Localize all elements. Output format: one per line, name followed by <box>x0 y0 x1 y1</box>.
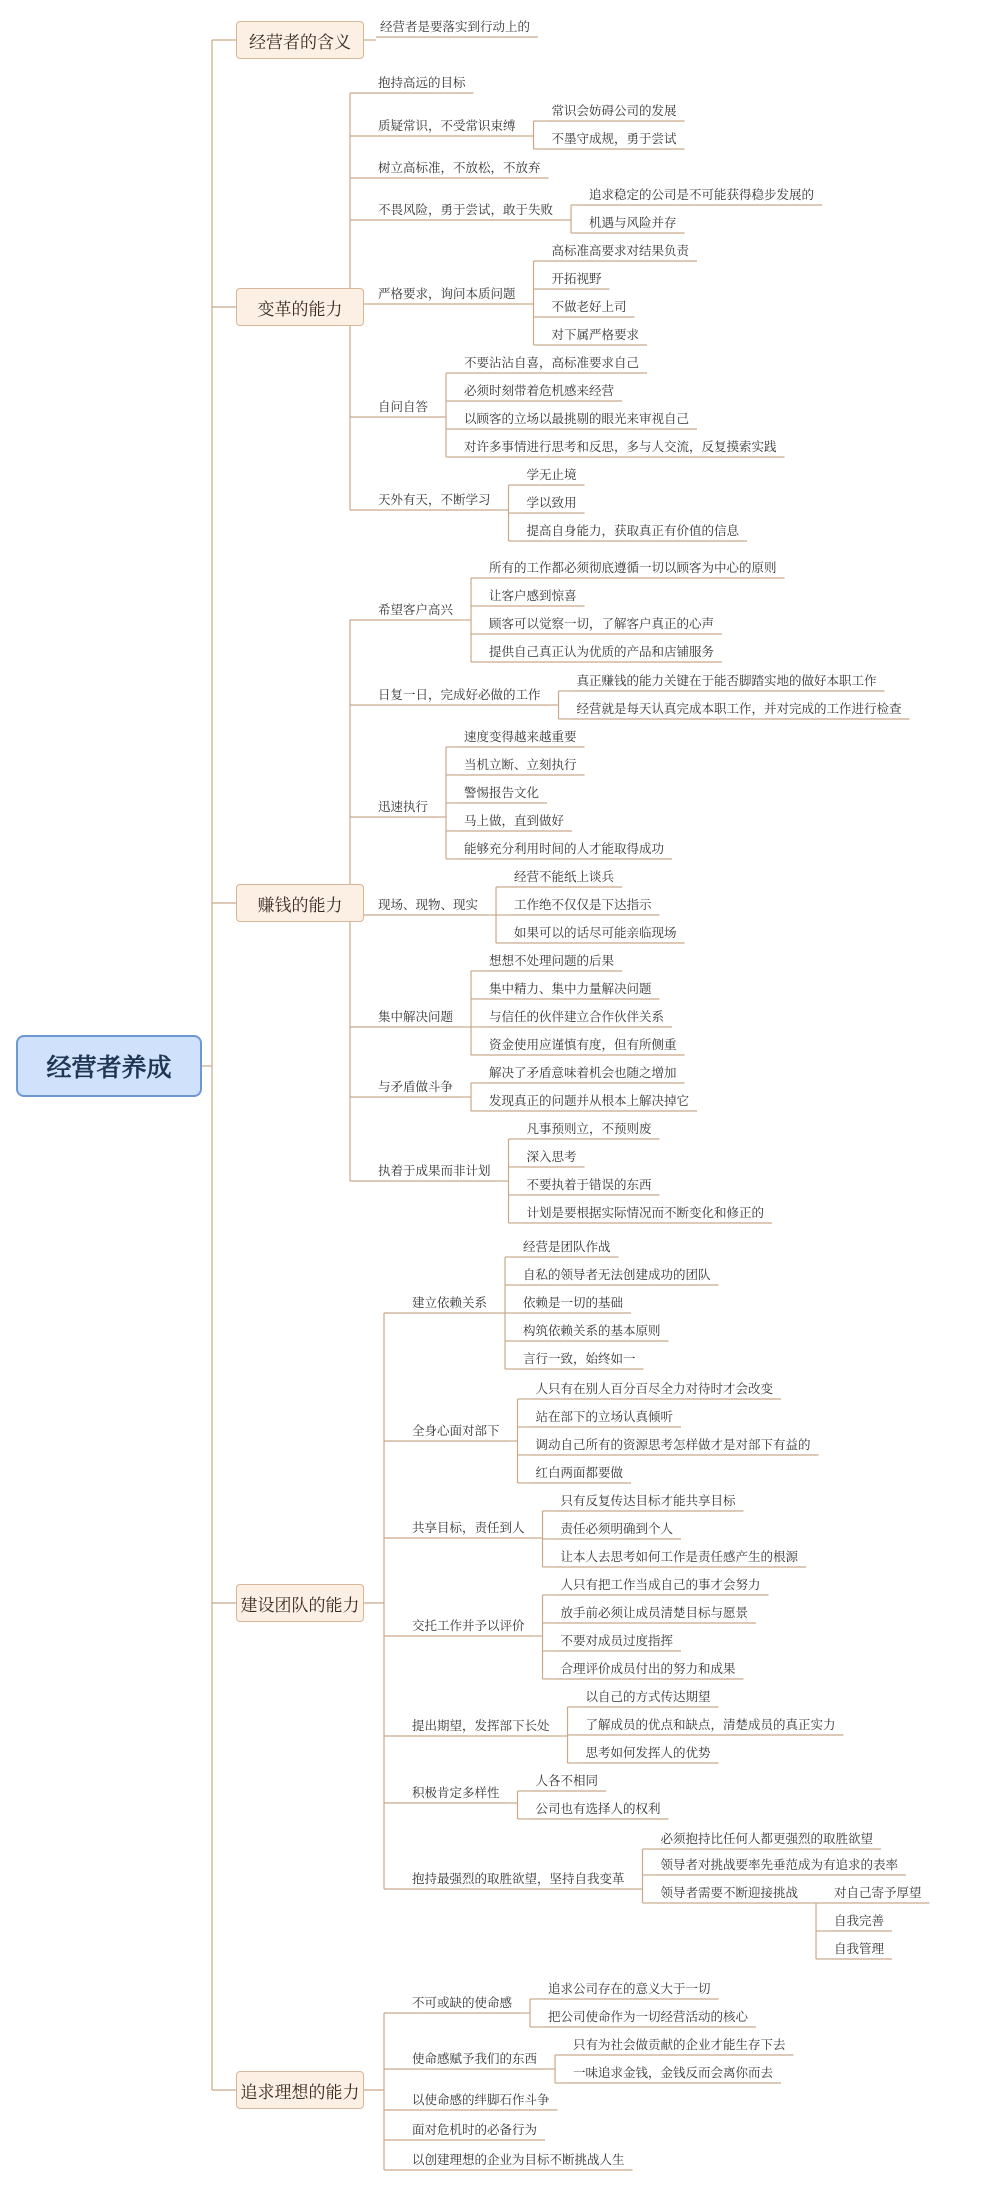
topic-node[interactable]: 建立依赖关系 <box>412 1295 488 1310</box>
topic-node[interactable]: 执着于成果而非计划 <box>378 1163 491 1178</box>
subtopic-node[interactable]: 言行一致，始终如一 <box>523 1351 636 1366</box>
detail-node[interactable]: 自我管理 <box>834 1941 885 1956</box>
subtopic-node[interactable]: 追求公司存在的意义大于一切 <box>548 1981 711 1996</box>
branch-node[interactable]: 追求理想的能力 <box>236 2071 364 2109</box>
subtopic-node[interactable]: 经营是团队作战 <box>523 1239 611 1254</box>
topic-node[interactable]: 积极肯定多样性 <box>412 1785 500 1800</box>
topic-node[interactable]: 质疑常识，不受常识束缚 <box>378 118 516 133</box>
branch-node[interactable]: 建设团队的能力 <box>236 1584 364 1622</box>
subtopic-node[interactable]: 经营就是每天认真完成本职工作，并对完成的工作进行检查 <box>576 701 902 716</box>
subtopic-node[interactable]: 对许多事情进行思考和反思，多与人交流，反复摸索实践 <box>464 439 777 454</box>
subtopic-node[interactable]: 人各不相同 <box>535 1773 599 1788</box>
subtopic-node[interactable]: 如果可以的话尽可能亲临现场 <box>514 925 677 940</box>
subtopic-node[interactable]: 不要对成员过度指挥 <box>560 1633 674 1648</box>
subtopic-node[interactable]: 以顾客的立场以最挑剔的眼光来审视自己 <box>464 411 690 426</box>
subtopic-node[interactable]: 构筑依赖关系的基本原则 <box>523 1323 661 1338</box>
subtopic-node[interactable]: 真正赚钱的能力关键在于能否脚踏实地的做好本职工作 <box>576 673 877 688</box>
subtopic-node[interactable]: 学无止境 <box>526 467 577 482</box>
topic-node[interactable]: 现场、现物、现实 <box>378 897 479 912</box>
subtopic-node[interactable]: 追求稳定的公司是不可能获得稳步发展的 <box>589 187 815 202</box>
subtopic-node[interactable]: 发现真正的问题并从根本上解决掉它 <box>489 1093 690 1108</box>
subtopic-node[interactable]: 机遇与风险并存 <box>589 215 677 230</box>
topic-node[interactable]: 抱持高远的目标 <box>378 75 466 90</box>
subtopic-node[interactable]: 对下属严格要求 <box>551 327 640 342</box>
subtopic-node[interactable]: 必须时刻带着危机感来经营 <box>464 383 615 398</box>
subtopic-node[interactable]: 了解成员的优点和缺点，清楚成员的真正实力 <box>585 1717 836 1732</box>
topic-node[interactable]: 不畏风险，勇于尝试，敢于失败 <box>378 202 554 217</box>
subtopic-node[interactable]: 领导者需要不断迎接挑战 <box>660 1885 799 1900</box>
detail-node[interactable]: 自我完善 <box>834 1913 885 1928</box>
subtopic-node[interactable]: 放手前必须让成员清楚目标与愿景 <box>560 1605 749 1620</box>
branch-node[interactable]: 变革的能力 <box>236 288 364 326</box>
subtopic-node[interactable]: 思考如何发挥人的优势 <box>585 1745 711 1760</box>
subtopic-node[interactable]: 不要执着于错误的东西 <box>526 1177 652 1192</box>
subtopic-node[interactable]: 人只有在别人百分百尽全力对待时才会改变 <box>535 1381 774 1396</box>
subtopic-node[interactable]: 提高自身能力，获取真正有价值的信息 <box>526 523 740 538</box>
subtopic-node[interactable]: 只有反复传达目标才能共享目标 <box>560 1493 736 1508</box>
subtopic-node[interactable]: 必须抱持比任何人都更强烈的取胜欲望 <box>660 1831 874 1846</box>
subtopic-node[interactable]: 资金使用应谨慎有度，但有所侧重 <box>489 1037 677 1052</box>
subtopic-node[interactable]: 领导者对挑战要率先垂范成为有追求的表率 <box>660 1857 899 1872</box>
subtopic-node[interactable]: 深入思考 <box>526 1149 577 1164</box>
topic-node[interactable]: 严格要求，询问本质问题 <box>378 286 516 301</box>
subtopic-node[interactable]: 公司也有选择人的权利 <box>535 1801 661 1816</box>
topic-node[interactable]: 树立高标准，不放松，不放弃 <box>378 160 541 175</box>
topic-node[interactable]: 以使命感的绊脚石作斗争 <box>412 2092 550 2107</box>
topic-node[interactable]: 面对危机时的必备行为 <box>412 2122 538 2137</box>
topic-node[interactable]: 抱持最强烈的取胜欲望，坚持自我变革 <box>412 1871 625 1886</box>
subtopic-node[interactable]: 人只有把工作当成自己的事才会努力 <box>560 1577 761 1592</box>
subtopic-node[interactable]: 常识会妨碍公司的发展 <box>551 103 677 118</box>
root-node[interactable]: 经营者养成 <box>16 1035 202 1097</box>
subtopic-node[interactable]: 集中精力、集中力量解决问题 <box>489 981 652 996</box>
subtopic-node[interactable]: 让本人去思考如何工作是责任感产生的根源 <box>560 1549 799 1564</box>
topic-node[interactable]: 交托工作并予以评价 <box>412 1618 525 1633</box>
topic-node[interactable]: 与矛盾做斗争 <box>378 1079 454 1094</box>
subtopic-node[interactable]: 不墨守成规，勇于尝试 <box>551 131 677 146</box>
subtopic-node[interactable]: 当机立断、立刻执行 <box>464 757 577 772</box>
subtopic-node[interactable]: 以自己的方式传达期望 <box>585 1689 711 1704</box>
subtopic-node[interactable]: 不做老好上司 <box>551 299 627 314</box>
topic-node[interactable]: 日复一日，完成好必做的工作 <box>378 687 541 702</box>
subtopic-node[interactable]: 凡事预则立，不预则废 <box>526 1121 652 1136</box>
topic-node[interactable]: 自问自答 <box>378 399 429 414</box>
subtopic-node[interactable]: 与信任的伙伴建立合作伙伴关系 <box>489 1009 665 1024</box>
topic-node[interactable]: 不可或缺的使命感 <box>412 1995 513 2010</box>
subtopic-node[interactable]: 提供自己真正认为优质的产品和店铺服务 <box>489 644 715 659</box>
subtopic-node[interactable]: 一味追求金钱，金钱反而会离你而去 <box>573 2065 774 2080</box>
subtopic-node[interactable]: 高标准高要求对结果负责 <box>551 243 690 258</box>
topic-node[interactable]: 迅速执行 <box>378 799 429 814</box>
topic-node[interactable]: 以创建理想的企业为目标不断挑战人生 <box>412 2152 625 2167</box>
subtopic-node[interactable]: 不要沾沾自喜，高标准要求自己 <box>464 355 640 370</box>
subtopic-node[interactable]: 速度变得越来越重要 <box>464 729 577 744</box>
subtopic-node[interactable]: 所有的工作都必须彻底遵循一切以顾客为中心的原则 <box>489 560 777 575</box>
topic-node[interactable]: 共享目标，责任到人 <box>412 1520 525 1535</box>
subtopic-node[interactable]: 责任必须明确到个人 <box>560 1521 674 1536</box>
branch-node[interactable]: 经营者的含义 <box>236 21 364 59</box>
subtopic-node[interactable]: 警惕报告文化 <box>464 785 540 800</box>
branch-node[interactable]: 赚钱的能力 <box>236 884 364 922</box>
subtopic-node[interactable]: 调动自己所有的资源思考怎样做才是对部下有益的 <box>535 1437 811 1452</box>
subtopic-node[interactable]: 红白两面都要做 <box>535 1465 624 1480</box>
subtopic-node[interactable]: 想想不处理问题的后果 <box>489 953 615 968</box>
subtopic-node[interactable]: 学以致用 <box>526 495 577 510</box>
subtopic-node[interactable]: 合理评价成员付出的努力和成果 <box>560 1661 736 1676</box>
subtopic-node[interactable]: 自私的领导者无法创建成功的团队 <box>523 1267 711 1282</box>
subtopic-node[interactable]: 依赖是一切的基础 <box>523 1295 624 1310</box>
topic-node[interactable]: 集中解决问题 <box>378 1009 454 1024</box>
leaf-node[interactable]: 经营者是要落实到行动上的 <box>380 19 531 34</box>
subtopic-node[interactable]: 计划是要根据实际情况而不断变化和修正的 <box>526 1205 765 1220</box>
subtopic-node[interactable]: 开拓视野 <box>551 271 602 286</box>
subtopic-node[interactable]: 经营不能纸上谈兵 <box>514 869 615 884</box>
subtopic-node[interactable]: 只有为社会做贡献的企业才能生存下去 <box>573 2037 786 2052</box>
subtopic-node[interactable]: 顾客可以觉察一切，了解客户真正的心声 <box>489 616 715 631</box>
topic-node[interactable]: 全身心面对部下 <box>412 1423 500 1438</box>
subtopic-node[interactable]: 让客户感到惊喜 <box>489 588 577 603</box>
detail-node[interactable]: 对自己寄予厚望 <box>834 1885 922 1900</box>
subtopic-node[interactable]: 工作绝不仅仅是下达指示 <box>514 897 652 912</box>
subtopic-node[interactable]: 马上做，直到做好 <box>464 813 565 828</box>
topic-node[interactable]: 天外有天，不断学习 <box>378 492 491 507</box>
topic-node[interactable]: 希望客户高兴 <box>378 602 454 617</box>
subtopic-node[interactable]: 能够充分利用时间的人才能取得成功 <box>464 841 665 856</box>
topic-node[interactable]: 使命感赋予我们的东西 <box>412 2051 538 2066</box>
subtopic-node[interactable]: 把公司使命作为一切经营活动的核心 <box>548 2009 749 2024</box>
topic-node[interactable]: 提出期望，发挥部下长处 <box>412 1718 550 1733</box>
subtopic-node[interactable]: 站在部下的立场认真倾听 <box>535 1409 674 1424</box>
subtopic-node[interactable]: 解决了矛盾意味着机会也随之增加 <box>489 1065 677 1080</box>
